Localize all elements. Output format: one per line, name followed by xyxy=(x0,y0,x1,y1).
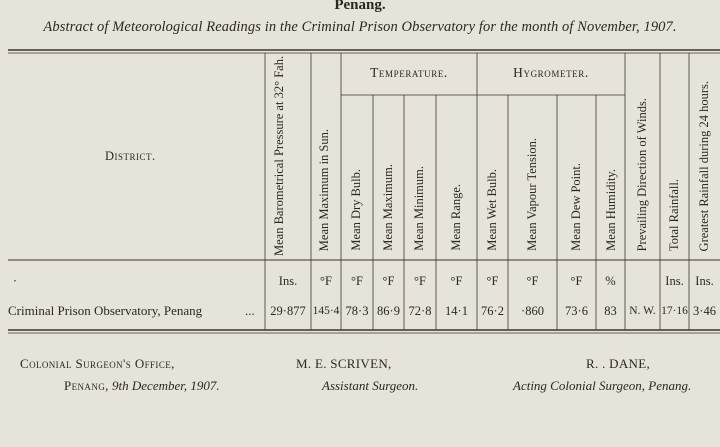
table-cell: 72·8 xyxy=(408,304,432,318)
table-cell: 14·1 xyxy=(445,304,468,318)
unit-cell: °F xyxy=(526,274,539,288)
office-line-1: Colonial Surgeon's Office, xyxy=(20,356,175,371)
col-header-dry-bulb: Mean Dry Bulb. xyxy=(349,169,363,251)
col-header-minimum: Mean Minimum. xyxy=(412,166,426,251)
col-header-humidity: Mean Humidity. xyxy=(604,169,618,251)
office-place: Penang, xyxy=(64,378,109,393)
col-header-dew-point: Mean Dew Point. xyxy=(569,163,583,251)
unit-cell: °F xyxy=(486,274,499,288)
office-line-2 xyxy=(64,378,220,394)
row-label-text: Criminal Prison Observatory, Penang xyxy=(8,303,203,318)
units-lead-mark: · xyxy=(12,274,18,288)
unit-cell: °F xyxy=(382,274,395,288)
unit-cell: °F xyxy=(351,274,363,288)
row-label-dots: ... xyxy=(245,303,255,318)
table-cell: ·860 xyxy=(521,304,544,318)
table-cell: N. W. xyxy=(629,305,656,317)
page-title: Penang. xyxy=(334,0,386,13)
unit-cell: °F xyxy=(414,274,426,288)
col-header-max-in-sun: Mean Maximum in Sun. xyxy=(317,128,331,251)
unit-cell: Ins. xyxy=(695,274,714,288)
col-header-total-rainfall: Total Rainfall. xyxy=(667,178,681,251)
table-cell: 145·4 xyxy=(312,305,340,317)
table-cell: 83 xyxy=(604,304,617,318)
district-header: District. xyxy=(105,149,156,163)
unit-cell: Ins. xyxy=(665,274,684,288)
hygrometer-group-header: Hygrometer. xyxy=(513,65,589,80)
signature-2-name: R. . DANE, xyxy=(586,356,651,371)
col-header-maximum: Mean Maximum. xyxy=(381,164,395,251)
table-cell: 86·9 xyxy=(377,304,400,318)
table-cell: 3·46 xyxy=(693,304,716,318)
table-cell: 78·3 xyxy=(345,304,369,318)
unit-cell: Ins. xyxy=(278,274,298,288)
temperature-group-header: Temperature. xyxy=(370,65,448,80)
col-header-range: Mean Range. xyxy=(449,184,463,251)
unit-cell: % xyxy=(605,274,616,288)
col-header-greatest-rainfall: Greatest Rainfall during 24 hours. xyxy=(697,80,711,251)
signature-2-title: Acting Colonial Surgeon, Penang. xyxy=(513,378,692,393)
col-header-barometric-pressure: Mean Barometrical Pressure at 32° Fah. xyxy=(272,55,286,256)
table-cell: 17·16 xyxy=(661,305,688,317)
row-label xyxy=(8,303,202,319)
unit-cell: °F xyxy=(320,274,332,288)
table-cell: 29·877 xyxy=(270,304,306,318)
unit-cell: °F xyxy=(450,274,463,288)
page-subtitle: Abstract of Meteorological Readings in the Criminal Prison Observatory for the month of November, 1907. xyxy=(43,19,677,35)
signature-1-name: M. E. SCRIVEN, xyxy=(296,356,392,371)
table-cell: 76·2 xyxy=(481,304,504,318)
signature-1-title: Assistant Surgeon. xyxy=(322,378,419,393)
col-header-wind-direction: Prevailing Direction of Winds. xyxy=(635,97,649,251)
unit-cell: °F xyxy=(570,274,583,288)
col-header-vapour-tension: Mean Vapour Tension. xyxy=(525,138,539,251)
office-date: 9th December, 1907. xyxy=(112,378,220,393)
table-cell: 73·6 xyxy=(565,304,588,318)
col-header-wet-bulb: Mean Wet Bulb. xyxy=(485,169,499,251)
